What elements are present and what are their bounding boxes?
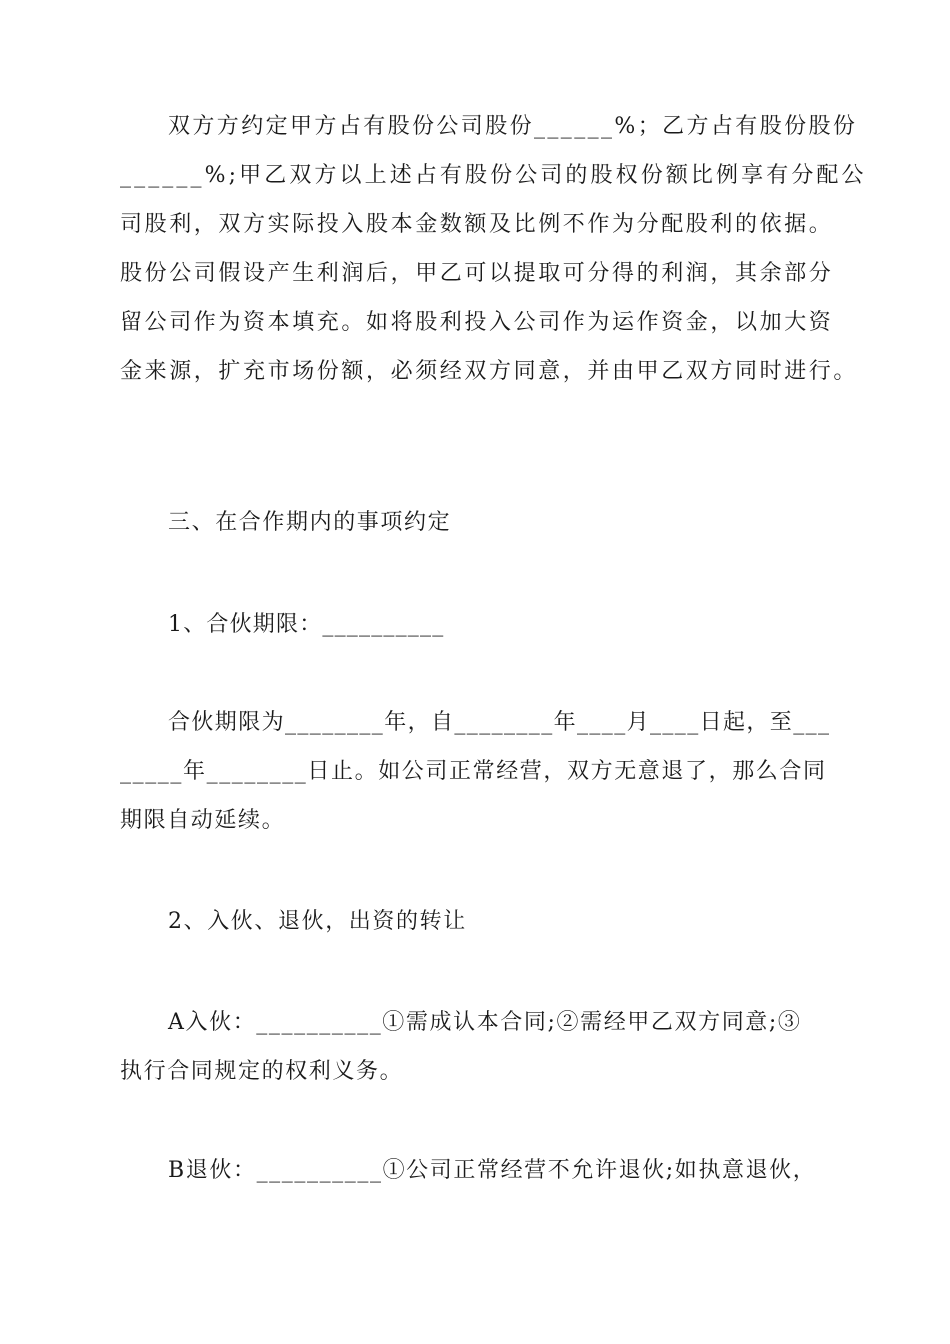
paragraph-line: 双方方约定甲方占有股份公司股份______%；乙方占有股份股份: [168, 114, 858, 139]
paragraph-line: A入伙：__________①需成认本合同;②需经甲乙双方同意;③: [168, 1010, 802, 1035]
paragraph-line: 期限自动延续。: [120, 808, 286, 833]
item-heading: 2、入伙、退伙，出资的转让: [168, 909, 467, 934]
paragraph-line: 留公司作为资本填充。如将股利投入公司作为运作资金，以加大资: [120, 310, 834, 335]
section-heading: 三、在合作期内的事项约定: [168, 510, 452, 535]
paragraph-line: B退伙：__________①公司正常经营不允许退伙;如执意退伙，: [168, 1158, 817, 1183]
paragraph-line: _____年________日止。如公司正常经营，双方无意退了，那么合同: [120, 759, 827, 784]
item-heading: 1、合伙期限：__________: [168, 612, 445, 637]
paragraph-line: 股份公司假设产生利润后，甲乙可以提取可分得的利润，其余部分: [120, 261, 834, 286]
paragraph-line: 金来源，扩充市场份额，必须经双方同意，并由甲乙双方同时进行。: [120, 359, 859, 384]
paragraph-line: ______%;甲乙双方以上述占有股份公司的股权份额比例享有分配公: [120, 163, 867, 188]
paragraph-line: 司股利，双方实际投入股本金数额及比例不作为分配股利的依据。: [120, 212, 834, 237]
paragraph-line: 合伙期限为________年，自________年____月____日起，至___: [168, 710, 831, 735]
paragraph-line: 执行合同规定的权利义务。: [120, 1059, 404, 1084]
